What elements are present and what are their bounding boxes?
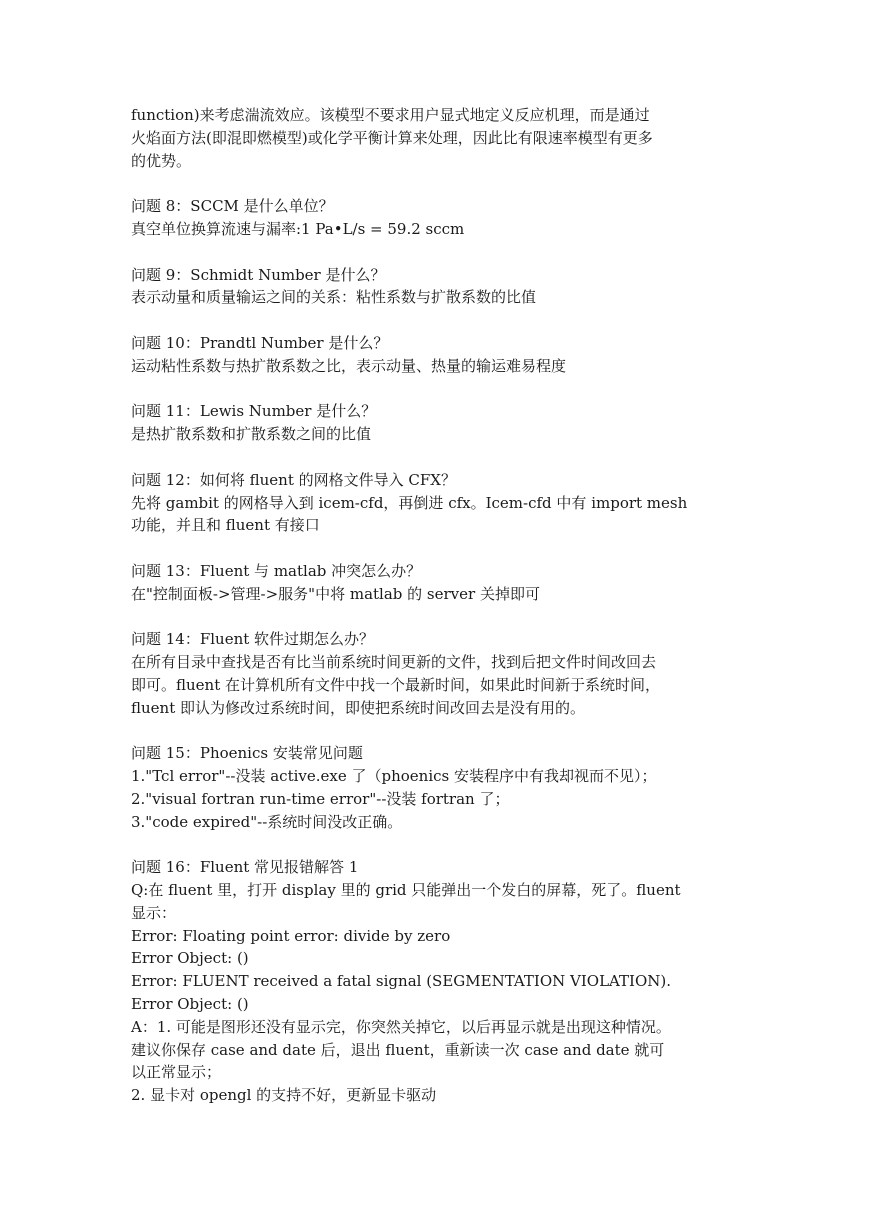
answer-line: Error: FLUENT received a fatal signal (SEGMENTATION VIOLATION). — [131, 972, 672, 991]
answer-line: 建议你保存 case and date 后，退出 fluent，重新读一次 case and date 就可 — [131, 1040, 665, 1059]
paragraph-gap — [131, 606, 741, 629]
answer-line: 以正常显示； — [131, 1063, 222, 1082]
question-heading: 问题 12：如何将 fluent 的网格文件导入 CFX？ — [131, 470, 456, 489]
answer-line: 表示动量和质量输运之间的关系：粘性系数与扩散系数的比值 — [131, 288, 537, 307]
answer-line: Q:在 fluent 里，打开 display 里的 grid 只能弹出一个发白的屏幕，死了。fluent — [131, 881, 681, 900]
paragraph-gap — [131, 537, 741, 560]
paragraph-gap — [131, 309, 741, 332]
intro-paragraph — [131, 104, 741, 172]
paragraph-gap — [131, 378, 741, 401]
intro-line: function)来考虑湍流效应。该模型不要求用户显式地定义反应机理，而是通过 — [131, 106, 650, 124]
question-heading: 问题 14：Fluent 软件过期怎么办？ — [131, 630, 375, 649]
qa-block-10 — [131, 332, 741, 378]
answer-line: 3."code expired"--系统时间没改正确。 — [131, 812, 403, 831]
paragraph-gap — [131, 834, 741, 857]
answer-line: 在"控制面板->管理->服务"中将 matlab 的 server 关掉即可 — [131, 584, 540, 603]
question-heading: 问题 8：SCCM 是什么单位？ — [131, 197, 334, 216]
answer-line: Error: Floating point error: divide by zero — [131, 926, 451, 945]
answer-line: 2. 显卡对 opengl 的支持不好，更新显卡驱动 — [131, 1086, 437, 1105]
paragraph-gap — [131, 720, 741, 743]
answer-line: A：1. 可能是图形还没有显示完，你突然关掉它，以后再显示就是出现这种情况。 — [131, 1017, 671, 1036]
qa-block-13 — [131, 560, 741, 606]
qa-block-11 — [131, 400, 741, 446]
qa-block-14 — [131, 628, 741, 719]
answer-line: 显示： — [131, 903, 177, 922]
answer-line: 在所有目录中查找是否有比当前系统时间更新的文件，找到后把文件时间改回去 — [131, 653, 657, 672]
answer-line: 1."Tcl error"--没装 active.exe 了（phoenics 安装程序中有我却视而不见）； — [131, 767, 657, 786]
question-heading: 问题 9：Schmidt Number 是什么？ — [131, 265, 386, 284]
question-heading: 问题 10：Prandtl Number 是什么？ — [131, 333, 389, 352]
answer-line: 运动粘性系数与热扩散系数之比，表示动量、热量的输运难易程度 — [131, 356, 567, 375]
answer-line: Error Object: () — [131, 995, 249, 1014]
question-heading: 问题 16：Fluent 常见报错解答 1 — [131, 858, 359, 877]
paragraph-gap — [131, 241, 741, 264]
answer-line: 即可。fluent 在计算机所有文件中找一个最新时间，如果此时间新于系统时间， — [131, 675, 661, 694]
qa-block-9 — [131, 264, 741, 310]
answer-line: fluent 即认为修改过系统时间，即使把系统时间改回去是没有用的。 — [131, 698, 586, 717]
qa-block-15 — [131, 742, 741, 833]
question-heading: 问题 11：Lewis Number 是什么？ — [131, 402, 377, 421]
document-body — [131, 104, 741, 1107]
intro-line: 的优势。 — [131, 151, 192, 170]
qa-block-8 — [131, 195, 741, 241]
question-heading: 问题 15：Phoenics 安装常见问题 — [131, 744, 363, 763]
answer-line: 真空单位换算流速与漏率:1 Pa•L/s = 59.2 sccm — [131, 219, 465, 238]
paragraph-gap — [131, 172, 741, 195]
intro-line: 火焰面方法(即混即燃模型)或化学平衡计算来处理，因此比有限速率模型有更多 — [131, 128, 653, 147]
paragraph-gap — [131, 446, 741, 469]
question-heading: 问题 13：Fluent 与 matlab 冲突怎么办？ — [131, 561, 422, 580]
answer-line: 2."visual fortran run-time error"--没装 fortran 了； — [131, 789, 510, 808]
answer-line: 功能，并且和 fluent 有接口 — [131, 516, 320, 535]
qa-block-12 — [131, 469, 741, 537]
answer-line: 先将 gambit 的网格导入到 icem-cfd，再倒进 cfx。Icem-cfd 中有 import mesh — [131, 493, 688, 512]
answer-line: Error Object: () — [131, 949, 249, 968]
qa-block-16 — [131, 856, 741, 1107]
answer-line: 是热扩散系数和扩散系数之间的比值 — [131, 425, 372, 444]
